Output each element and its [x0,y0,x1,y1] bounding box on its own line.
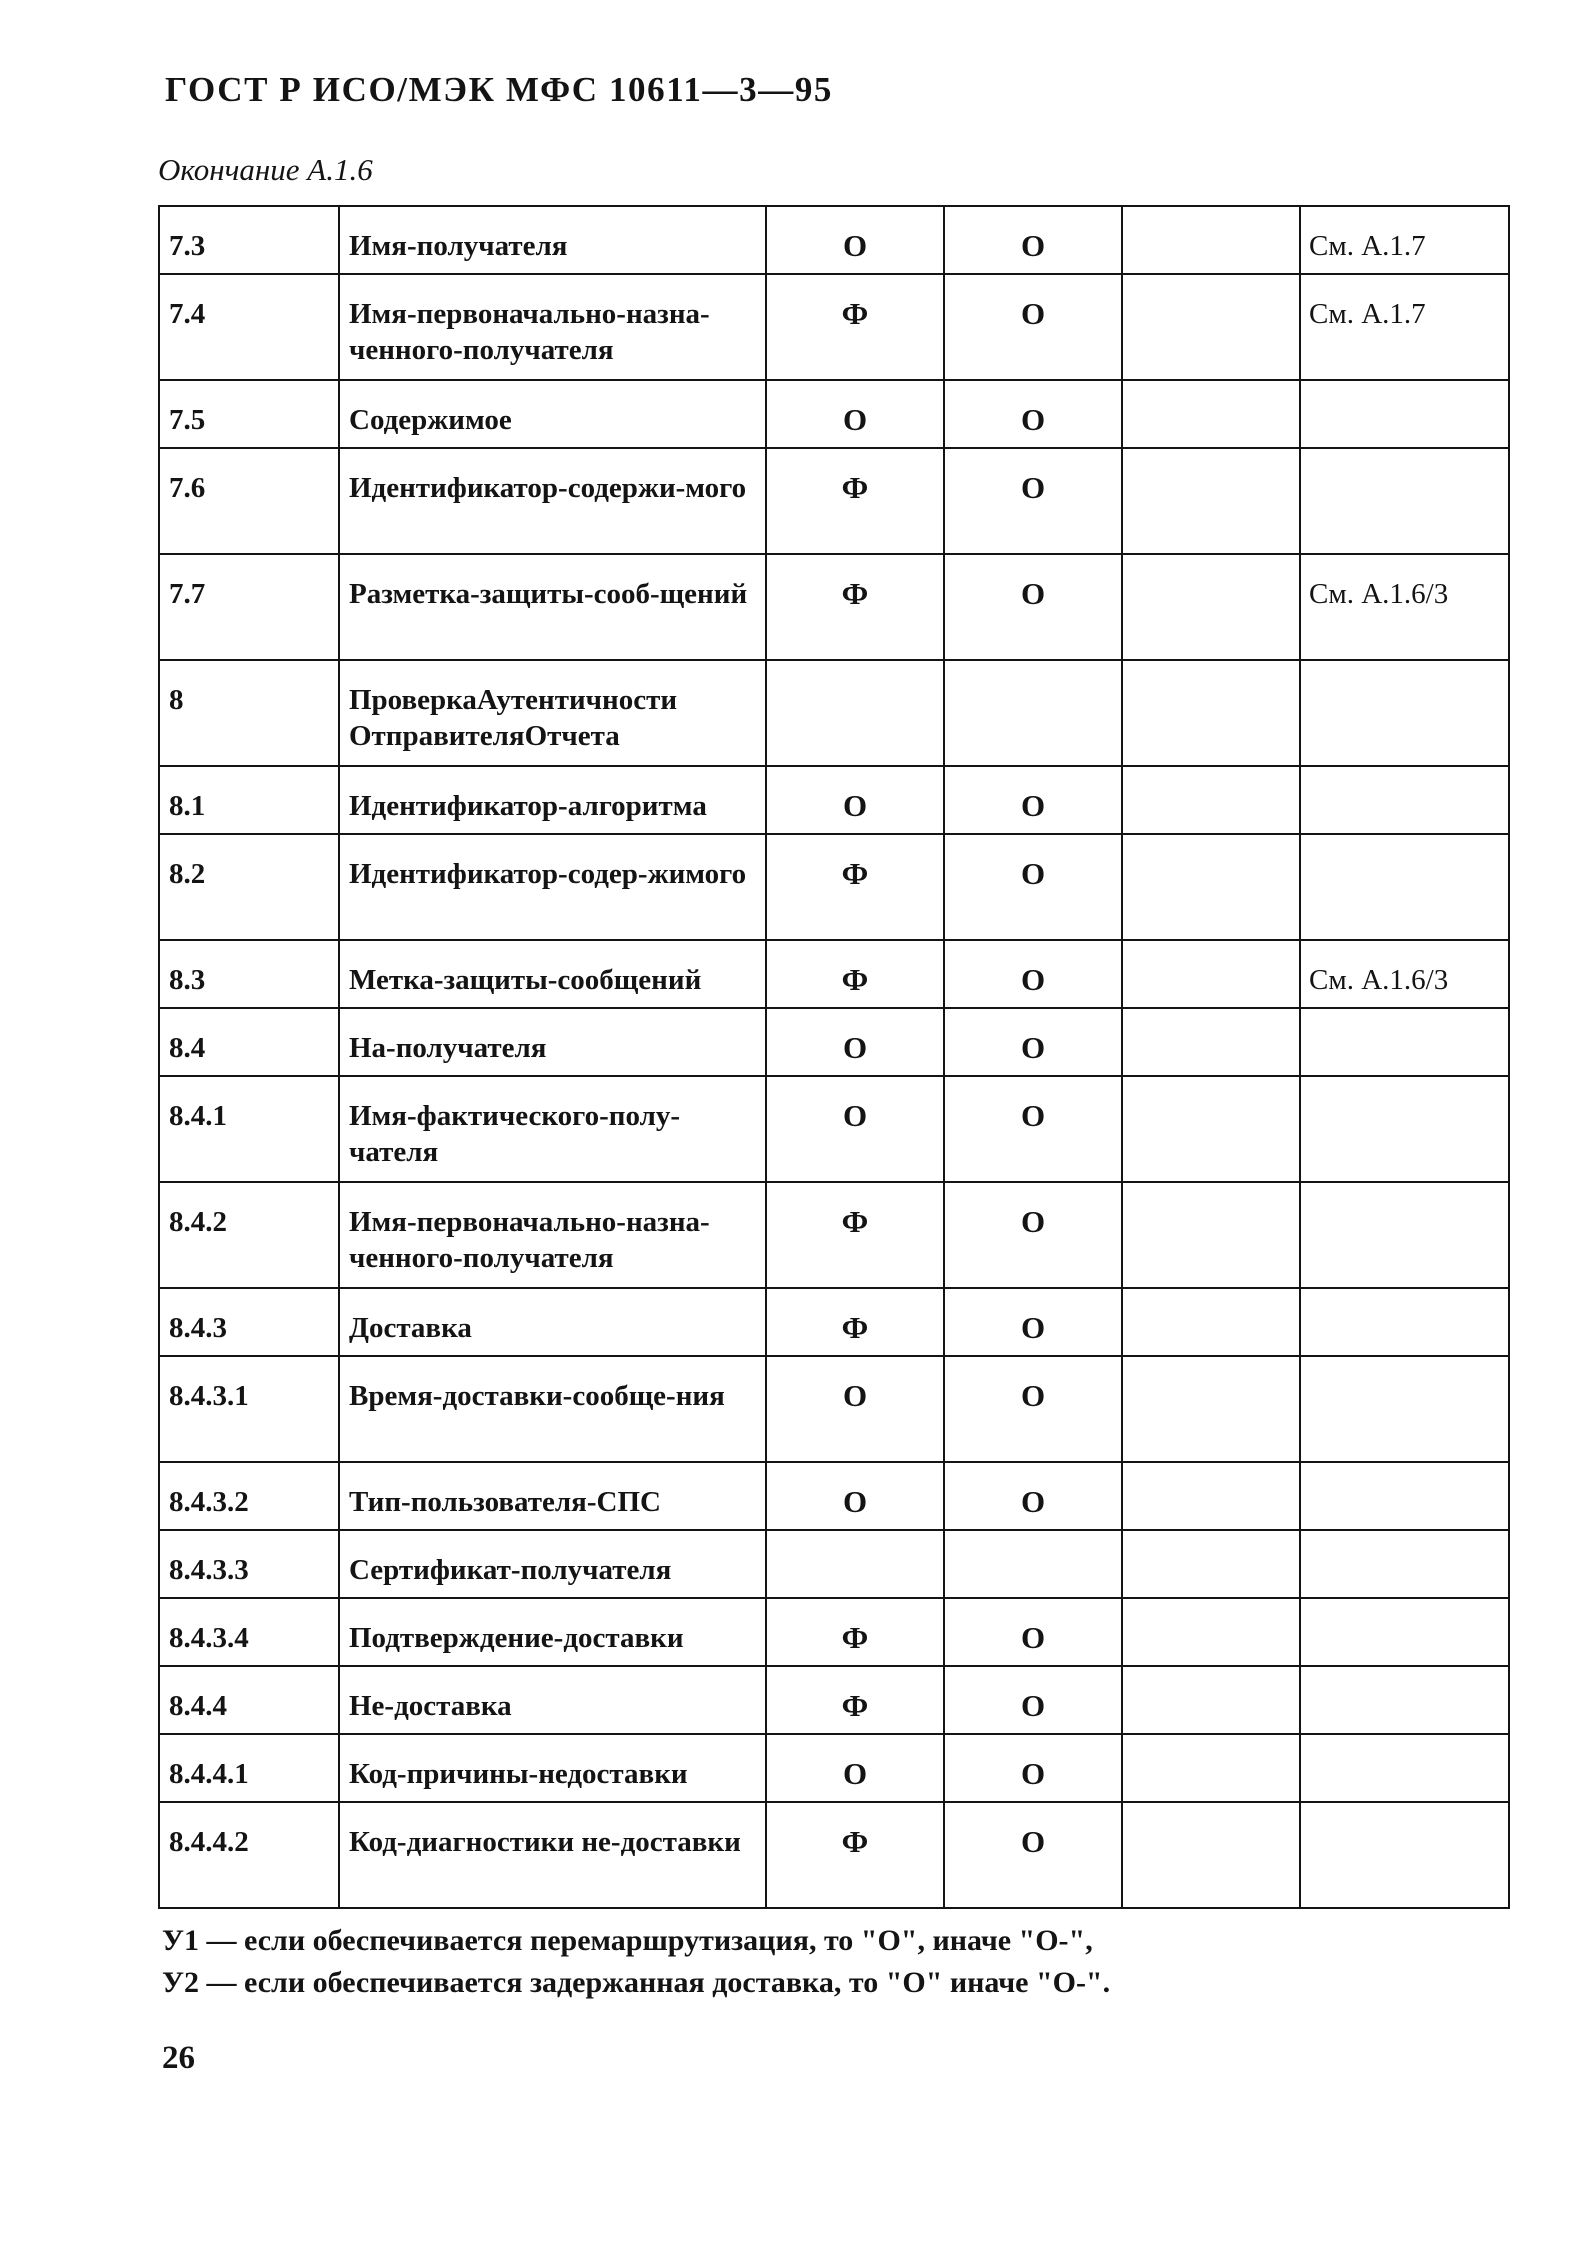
row-value-3 [1122,554,1300,660]
row-reference [1300,1734,1509,1802]
table-caption: Окончание А.1.6 [158,152,373,187]
row-name: Имя-получателя [339,206,766,274]
row-reference: См. А.1.6/3 [1300,554,1509,660]
row-number: 8.3 [159,940,339,1008]
row-name: Код-диагностики не-доставки [339,1802,766,1908]
row-reference [1300,1182,1509,1288]
row-name: Содержимое [339,380,766,448]
table-row [159,1182,1509,1288]
row-value-1: Ф [766,1182,944,1288]
row-reference [1300,766,1509,834]
row-value-3 [1122,1802,1300,1908]
row-value-2: О [944,380,1122,448]
table-row [159,206,1509,274]
row-name: Сертификат-получателя [339,1530,766,1598]
row-number: 7.7 [159,554,339,660]
row-value-3 [1122,380,1300,448]
row-value-2: О [944,1802,1122,1908]
row-value-3 [1122,1182,1300,1288]
row-value-2: О [944,1462,1122,1530]
row-number: 8.4.3.3 [159,1530,339,1598]
row-number: 7.3 [159,206,339,274]
footnote-u1: У1 — если обеспечивается перемаршрутизация, то "О", иначе "О-", [162,1924,1093,1957]
row-value-1: Ф [766,1598,944,1666]
row-value-1: О [766,1076,944,1182]
row-value-3 [1122,766,1300,834]
row-reference [1300,1598,1509,1666]
table-row [159,274,1509,380]
row-name: Подтверждение-доставки [339,1598,766,1666]
row-reference [1300,1530,1509,1598]
row-value-2: О [944,1182,1122,1288]
row-name: Разметка-защиты-сооб-щений [339,554,766,660]
row-number: 8.2 [159,834,339,940]
table-row [159,834,1509,940]
table-row [159,1356,1509,1462]
row-value-2: О [944,1598,1122,1666]
row-value-2: О [944,940,1122,1008]
row-value-2: О [944,1356,1122,1462]
row-reference [1300,1666,1509,1734]
row-value-1: Ф [766,1666,944,1734]
row-number: 8.4.2 [159,1182,339,1288]
row-value-1: О [766,1356,944,1462]
row-value-1: О [766,1462,944,1530]
row-reference [1300,448,1509,554]
row-value-3 [1122,1288,1300,1356]
row-value-2: О [944,1734,1122,1802]
row-number: 8.4.4.2 [159,1802,339,1908]
row-value-3 [1122,1076,1300,1182]
row-value-3 [1122,448,1300,554]
row-value-2: О [944,1076,1122,1182]
row-reference [1300,1356,1509,1462]
row-reference: См. А.1.7 [1300,206,1509,274]
row-value-1: О [766,1734,944,1802]
spec-table-body [159,206,1509,1908]
row-number: 7.4 [159,274,339,380]
row-name: Имя-фактического-полу-чателя [339,1076,766,1182]
row-value-1: Ф [766,940,944,1008]
table-row [159,1288,1509,1356]
row-value-3 [1122,834,1300,940]
table-row [159,380,1509,448]
table-row [159,940,1509,1008]
row-reference [1300,834,1509,940]
spec-table [158,205,1510,1909]
row-value-1: Ф [766,274,944,380]
footnotes [162,1920,1512,2004]
row-number: 8.4.4.1 [159,1734,339,1802]
row-name: Идентификатор-алгоритма [339,766,766,834]
row-name: Имя-первоначально-назна-ченного-получателя [339,1182,766,1288]
row-value-3 [1122,1734,1300,1802]
table-row [159,1802,1509,1908]
row-name: ПроверкаАутентичности ОтправителяОтчета [339,660,766,766]
row-number: 8.4.3.2 [159,1462,339,1530]
row-value-1: О [766,766,944,834]
row-value-3 [1122,1356,1300,1462]
row-value-2: О [944,448,1122,554]
row-reference: См. А.1.6/3 [1300,940,1509,1008]
row-name: Идентификатор-содержи-мого [339,448,766,554]
row-name: Доставка [339,1288,766,1356]
table-row [159,1666,1509,1734]
row-value-1 [766,1530,944,1598]
row-value-1: О [766,380,944,448]
table-row [159,1076,1509,1182]
row-value-3 [1122,206,1300,274]
row-value-3 [1122,1598,1300,1666]
row-value-1: Ф [766,834,944,940]
row-reference [1300,1802,1509,1908]
row-name: Тип-пользователя-СПС [339,1462,766,1530]
row-value-1: Ф [766,448,944,554]
footnote-u2: У2 — если обеспечивается задержанная доставка, то "О" иначе "О-". [162,1966,1111,1999]
row-value-2: О [944,274,1122,380]
row-value-2: О [944,834,1122,940]
row-name: Имя-первоначально-назна-ченного-получателя [339,274,766,380]
row-value-2: О [944,206,1122,274]
row-value-3 [1122,274,1300,380]
row-value-2: О [944,766,1122,834]
row-name: На-получателя [339,1008,766,1076]
row-value-3 [1122,660,1300,766]
row-reference [1300,1288,1509,1356]
row-number: 8.4 [159,1008,339,1076]
table-row [159,1598,1509,1666]
row-value-3 [1122,1462,1300,1530]
row-value-2: О [944,1288,1122,1356]
row-value-3 [1122,1666,1300,1734]
row-value-1 [766,660,944,766]
row-reference: См. А.1.7 [1300,274,1509,380]
row-number: 8.4.1 [159,1076,339,1182]
row-reference [1300,1462,1509,1530]
row-number: 8.4.3 [159,1288,339,1356]
row-reference [1300,1076,1509,1182]
table-row [159,1462,1509,1530]
table-row [159,766,1509,834]
row-value-2: О [944,1008,1122,1076]
row-name: Код-причины-недоставки [339,1734,766,1802]
row-value-1: Ф [766,1802,944,1908]
row-value-3 [1122,1008,1300,1076]
row-value-2: О [944,1666,1122,1734]
row-value-2 [944,1530,1122,1598]
table-row [159,1530,1509,1598]
row-reference [1300,1008,1509,1076]
row-value-2: О [944,554,1122,660]
row-name: Время-доставки-сообще-ния [339,1356,766,1462]
table-row [159,1008,1509,1076]
table-row [159,448,1509,554]
page-number: 26 [162,2040,195,2076]
row-value-1: Ф [766,1288,944,1356]
row-number: 8.4.4 [159,1666,339,1734]
row-reference [1300,660,1509,766]
document-header: ГОСТ Р ИСО/МЭК МФС 10611—3—95 [165,70,834,109]
row-value-2 [944,660,1122,766]
row-number: 8.1 [159,766,339,834]
row-number: 8 [159,660,339,766]
row-name: Не-доставка [339,1666,766,1734]
table-row [159,660,1509,766]
row-number: 7.6 [159,448,339,554]
row-number: 8.4.3.1 [159,1356,339,1462]
row-value-3 [1122,1530,1300,1598]
table-row [159,1734,1509,1802]
row-value-1: Ф [766,554,944,660]
row-number: 8.4.3.4 [159,1598,339,1666]
row-name: Метка-защиты-сообщений [339,940,766,1008]
row-value-3 [1122,940,1300,1008]
row-number: 7.5 [159,380,339,448]
row-value-1: О [766,1008,944,1076]
row-value-1: О [766,206,944,274]
row-name: Идентификатор-содер-жимого [339,834,766,940]
row-reference [1300,380,1509,448]
table-row [159,554,1509,660]
